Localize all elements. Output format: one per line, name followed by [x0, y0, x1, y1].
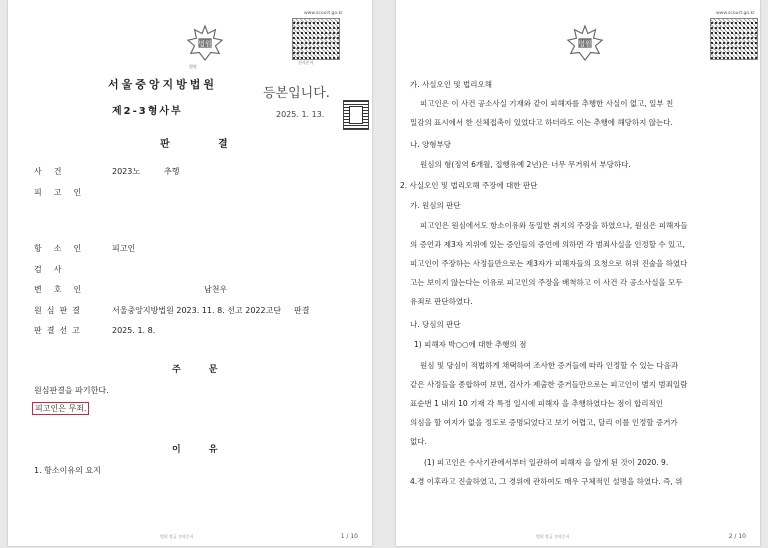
page-number: 2 / 10 [728, 533, 746, 540]
field-label-case: 사건 [34, 167, 74, 176]
reason-heading: 이 유 [172, 445, 218, 455]
text-line: 피고인은 이 사건 공소사실 기재와 같이 피해자를 추행한 사실이 없고, 일부 친 [420, 99, 674, 108]
svg-text:법원: 법원 [198, 39, 212, 48]
field-label-counsel: 변호인 [34, 285, 94, 294]
qr-url: www.scourt.go.kr [304, 11, 343, 16]
emblem-caption: 법원 [189, 64, 197, 69]
certified-copy-label: 등본입니다. [263, 86, 330, 101]
holding-heading: 주 문 [172, 365, 218, 375]
field-value-case: 2023노 [112, 167, 141, 176]
text-line: 고는 보이지 않는다는 이유로 피고인의 주장을 배척하고 이 사건 각 공소사실을 모두 [410, 278, 683, 287]
text-line: 의심을 할 여지가 없을 정도로 증명되었다고 보기 어렵고, 달리 이를 인정할 증거가 [410, 418, 678, 427]
field-value-appellant: 피고인 [112, 244, 136, 253]
court-name: 서울중앙지방법원 [108, 78, 218, 91]
text-line: 밀감의 표시에서 한 신체접촉이 있었다고 하더라도 이는 추행에 해당하지 않는다. [410, 118, 673, 127]
page-footer: 법원 발급 전자문서 [536, 534, 570, 539]
text-line: 2. 사실오인 및 법리오해 주장에 대한 판단 [400, 181, 538, 190]
text-line: 유죄로 판단하였다. [410, 297, 473, 306]
text-line: 원심의 형(징역 6개월, 집행유예 2년)은 너무 무거워서 부당하다. [420, 160, 631, 169]
text-line: 피고인은 원심에서도 항소이유와 동일한 취지의 주장을 하였으나, 원심은 피해자들 [420, 221, 688, 230]
page-number: 1 / 10 [340, 533, 358, 540]
field-value-sentencing-date: 2025. 1. 8. [112, 326, 156, 335]
text-line: 원심 및 당심이 적법하게 채택하여 조사한 증거들에 따라 인정할 수 있는 다음과 [420, 361, 679, 370]
svg-text:법원: 법원 [578, 39, 592, 48]
text-line: (1) 피고인은 수사기관에서부터 일관하여 피해자 을 알게 된 것이 2020. 9. [424, 458, 669, 467]
field-value-original-judgment: 서울중앙지방법원 2023. 11. 8. 선고 2022고단 [112, 306, 282, 315]
reason-first-item: 1. 항소이유의 요지 [34, 466, 101, 475]
division-name: 제2-3형사부 [112, 106, 183, 117]
court-seal-stamp [343, 100, 369, 130]
text-line: 나. 양형부당 [410, 140, 451, 149]
document-page-1 [8, 0, 372, 546]
document-title: 판 결 [160, 139, 229, 150]
qr-url: www.scourt.go.kr [716, 11, 755, 16]
field-label-sentencing-date: 판결선고 [34, 326, 85, 335]
field-label-original-judgment: 원심판결 [34, 306, 85, 315]
document-page-2 [396, 0, 760, 546]
qr-code-icon [292, 18, 340, 60]
qr-code-icon [710, 18, 758, 60]
qr-caption: 전자문서 [298, 60, 314, 65]
court-emblem-icon [566, 24, 604, 62]
text-line: 피고인이 주장하는 사정들만으로는 제3자가 피해자들의 요청으로 허위 진술을 하였다 [410, 259, 688, 268]
field-label-defendant: 피고인 [34, 188, 94, 197]
text-line: 같은 사정들을 종합하여 보면, 검사가 제출한 증거들만으로는 피고인이 별지 범죄일람 [410, 380, 688, 389]
text-line: 가. 원심의 판단 [410, 201, 461, 210]
text-line: 표순번 1 내지 10 기재 각 특정 일시에 피해자 을 추행하였다는 점이 합리적인 [410, 399, 664, 408]
court-emblem-icon [186, 24, 224, 62]
holding-line-1: 원심판결을 파기한다. [34, 386, 109, 395]
text-line: 나. 당심의 판단 [410, 320, 461, 329]
field-extra-case: 추행 [164, 167, 180, 176]
text-line: 1) 피해자 박○○에 대한 추행의 점 [414, 340, 527, 349]
field-value-counsel: 남천우 [204, 285, 228, 294]
field-label-appellant: 항소인 [34, 244, 94, 253]
page-footer: 법원 발급 전자문서 [160, 534, 194, 539]
certified-copy-date: 2025. 1. 13. [276, 110, 325, 119]
holding-line-2-highlight: 피고인은 무죄. [32, 404, 89, 413]
text-line: 의 증언과 제3자 지위에 있는 증인들의 증언에 의하면 각 범죄사실을 인정할 수 있고, [410, 240, 685, 249]
field-label-prosecutor: 검사 [34, 265, 74, 274]
text-line: 4.경 이후라고 진술하였고, 그 경위에 관하여도 매우 구체적인 설명을 하였다. 즉, 위 [410, 477, 683, 486]
field-extra-original-judgment: 판결 [294, 306, 310, 315]
text-line: 가. 사실오인 및 법리오해 [410, 80, 492, 89]
text-line: 없다. [410, 437, 427, 446]
